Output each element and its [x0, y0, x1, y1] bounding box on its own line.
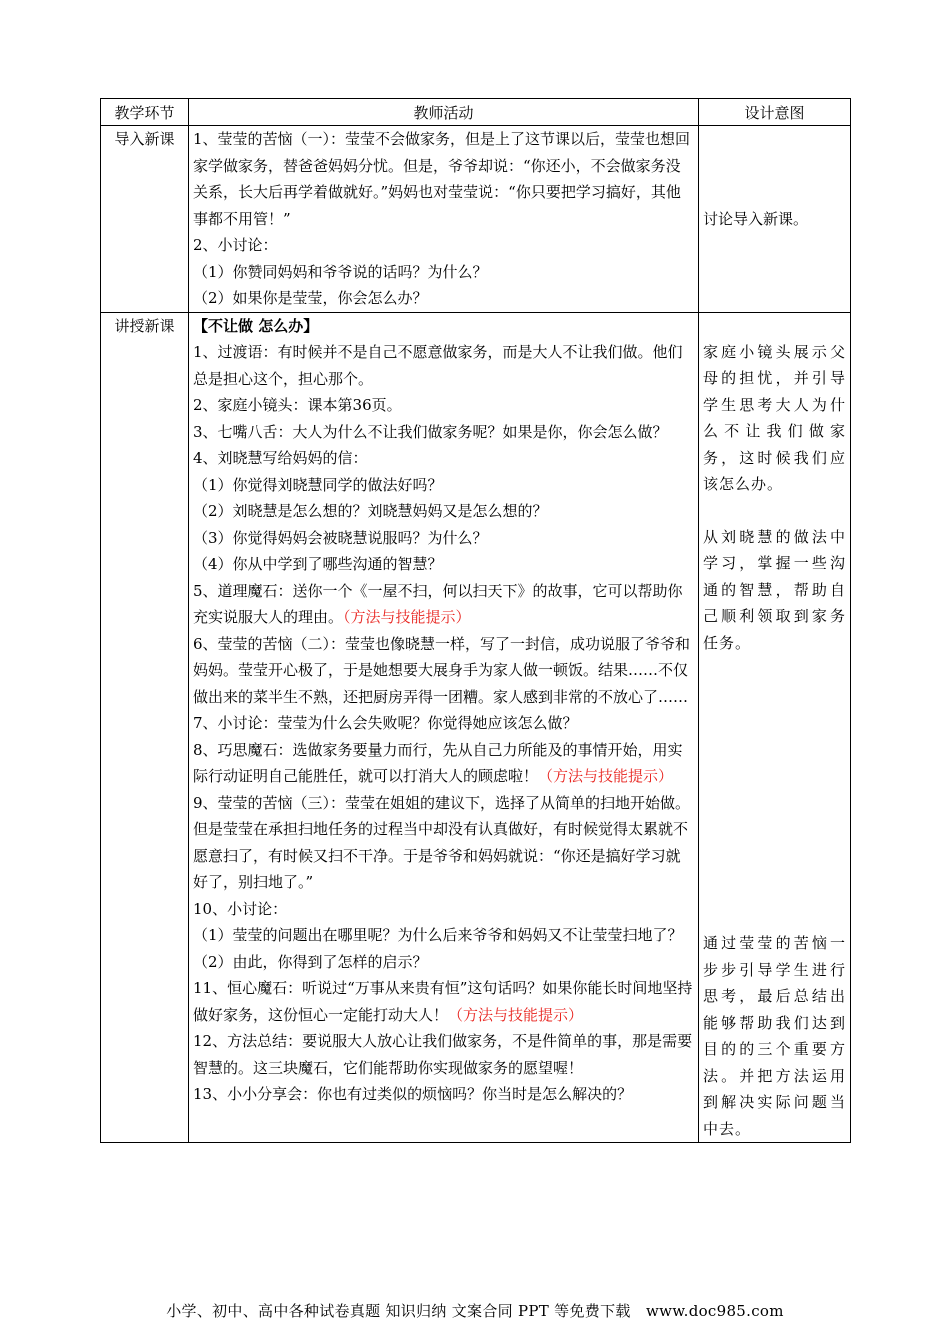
activity-item: （2）由此，你得到了怎样的启示？: [193, 952, 428, 971]
stage-teaching: 讲授新课: [101, 312, 189, 1143]
activity-item: （2）刘晓慧是怎么想的？刘晓慧妈妈又是怎么想的？: [193, 502, 548, 520]
intent-text: 从刘晓慧的做法中学习，掌握一些沟通的智慧，帮助自己顺利领取到家务任务。: [703, 527, 846, 652]
activity-text: 11、恒心魔石：听说过“万事从来贵有恒”这句话吗？如果你能长时间地坚持做好家务，这份恒心一定能打动大人！: [193, 979, 693, 1024]
intro-activities: [189, 126, 699, 313]
intent-text: 家庭小镜头展示父母的担忧，并引导学生思考大人为什么不让我们做家务，这时候我们应该怎么办。: [703, 342, 846, 493]
method-tip-note: （方法与技能提示）: [448, 1005, 584, 1024]
intent-text: 讨论导入新课。: [703, 209, 809, 228]
teaching-activities: [189, 312, 699, 1143]
activity-item: （4）你从中学到了哪些沟通的智慧？: [193, 555, 443, 573]
method-tip-note: （方法与技能提示）: [343, 608, 471, 626]
activity-item: [193, 737, 694, 790]
activity-item: 7、小讨论：莹莹为什么会失败呢？你觉得她应该怎么做？: [193, 714, 578, 732]
header-teacher-activity: 教师活动: [189, 99, 699, 126]
method-tip-note: （方法与技能提示）: [538, 767, 674, 785]
activity-item: 1、过渡语：有时候并不是自己不愿意做家务，而是大人不让我们做。他们总是担心这个，担心那个。: [193, 343, 683, 388]
teaching-intent: [699, 312, 851, 1143]
activity-item: 12、方法总结：要说服大人放心让我们做家务，不是件简单的事，那是需要智慧的。这三块魔石，它们能帮助你实现做家务的愿望喔！: [193, 1032, 693, 1077]
activity-item: 4、刘晓慧写给妈妈的信：: [193, 449, 368, 467]
activity-item: [193, 975, 694, 1028]
activity-text: 8、巧思魔石：选做家务要量力而行，先从自己力所能及的事情开始，用实际行动证明自己能胜任，就可以打消大人的顾虑啦！: [193, 740, 683, 785]
activity-item: （3）你觉得妈妈会被晓慧说服吗？为什么？: [193, 528, 488, 547]
lesson-plan-table: [100, 98, 851, 1143]
page-footer: 小学、初中、高中各种试卷真题 知识归纳 文案合同 PPT 等免费下载 www.doc985.com: [166, 1302, 784, 1320]
activity-item: 13、小小分享会：你也有过类似的烦恼吗？你当时是怎么解决的？: [193, 1085, 633, 1103]
section-heading: 【不让做 怎么办】: [193, 316, 319, 335]
header-stage: 教学环节: [101, 99, 189, 126]
activity-item: 9、莹莹的苦恼（三）：莹莹在姐姐的建议下，选择了从简单的扫地开始做。但是莹莹在承担扫地任务的过程当中却没有认真做好，有时候觉得太累就不愿意扫了，有时候又扫不干净。于是爷爷和妈妈就说：“你还是搞好学习就好了，别扫地了。”: [193, 793, 691, 891]
intent-text: 通过莹莹的苦恼一步步引导学生进行思考，最后总结出能够帮助我们达到目的的三个重要方法。并把方法运用到解决实际问题当中去。: [703, 934, 846, 1138]
activity-text: 5、道理魔石：送你一个《一屋不扫，何以扫天下》的故事，它可以帮助你充实说服大人的理由。: [193, 581, 683, 626]
table-row-teaching: [101, 312, 851, 1143]
activity-item: （1）莹莹的问题出在哪里呢？为什么后来爷爷和妈妈又不让莹莹扫地了？: [193, 926, 683, 944]
activity-item: [193, 578, 694, 631]
header-design-intent: 设计意图: [699, 99, 851, 126]
activity-item: （1）你赞同妈妈和爷爷说的话吗？为什么？: [193, 262, 488, 281]
activity-item: 6、莹莹的苦恼（二）：莹莹也像晓慧一样，写了一封信，成功说服了爷爷和妈妈。莹莹开心极了，于是她想要大展身手为家人做一顿饭。结果……不仅做出来的菜半生不熟，还把厨房弄得一团糟。家人感到非常的不放心了……: [193, 634, 691, 706]
intro-intent: [699, 126, 851, 313]
table-header-row: [101, 99, 851, 126]
activity-item: （1）你觉得刘晓慧同学的做法好吗？: [193, 475, 443, 494]
table-row-intro: [101, 126, 851, 313]
activity-item: 1、莹莹的苦恼（一）：莹莹不会做家务，但是上了这节课以后，莹莹也想回家学做家务，替爸爸妈妈分忧。但是，爷爷却说：“你还小，不会做家务没关系，长大后再学着做就好。”妈妈也对莹莹说：“你只要把学习搞好，其他事都不用管！”: [193, 130, 691, 228]
activity-item: （2）如果你是莹莹，你会怎么办？: [193, 289, 428, 307]
activity-item: 10、小讨论：: [193, 899, 288, 918]
activity-item: 3、七嘴八舌：大人为什么不让我们做家务呢？如果是你，你会怎么做？: [193, 422, 668, 441]
activity-item: 2、小讨论：: [193, 236, 278, 254]
activity-item: 2、家庭小镜头：课本第36页。: [193, 396, 402, 414]
stage-intro: 导入新课: [101, 126, 189, 313]
